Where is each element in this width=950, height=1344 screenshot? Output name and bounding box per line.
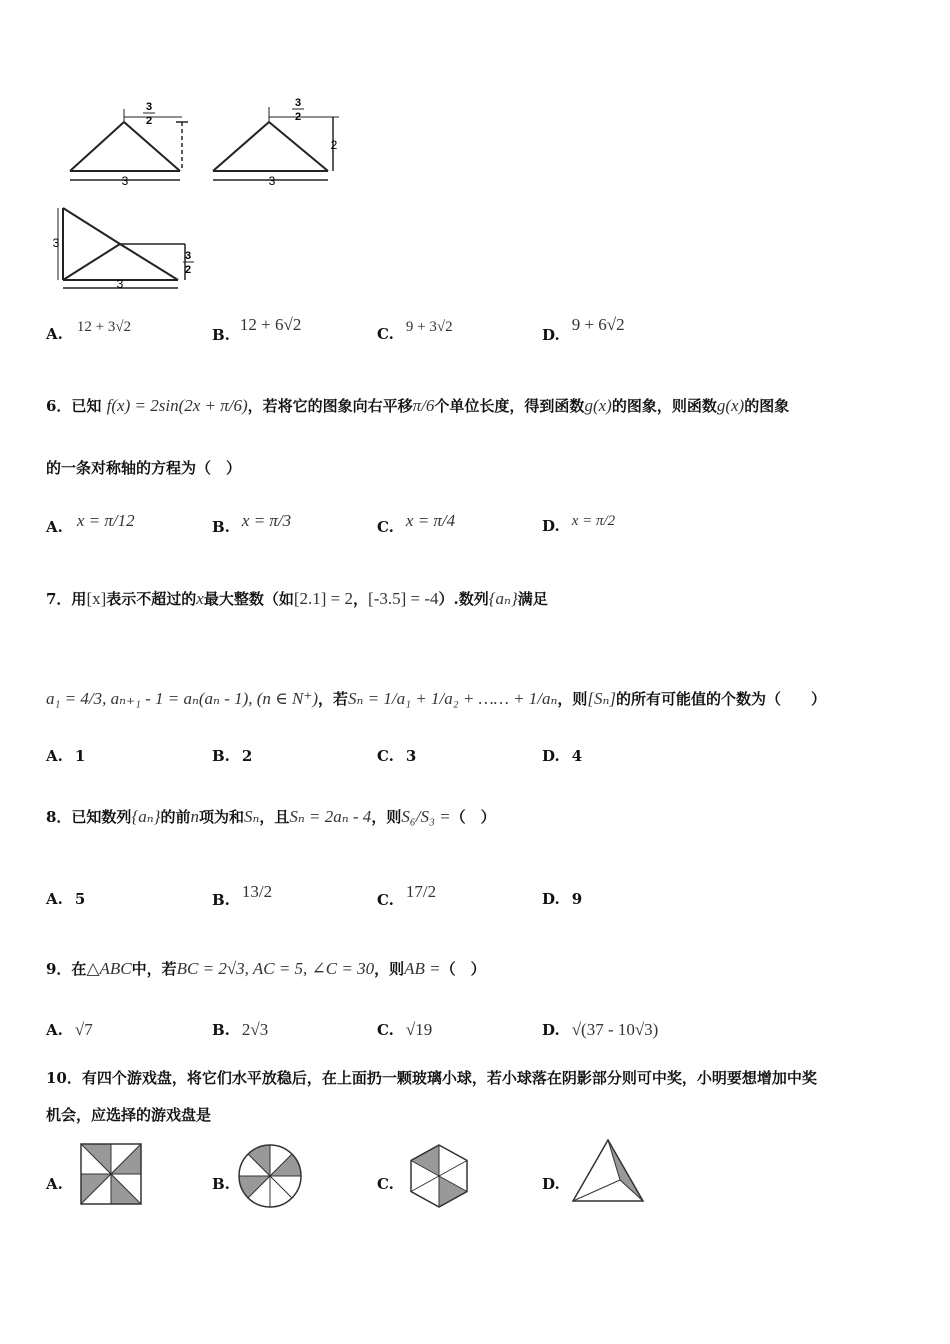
q8-option-d[interactable]: D. 9 [542,890,583,908]
q8-stem: 8．已知数列{aₙ}的前n项为和Sₙ，且Sₙ = 2aₙ - 4，则S₆/S₃ =（ ） [46,807,496,826]
top-view [58,208,185,288]
front-dim-frac-d: 2 [145,115,153,127]
q8-option-b[interactable]: B. 13/2 [212,882,273,909]
option-value: x = π/3 [241,511,292,530]
q6-shift: π/6 [412,396,435,415]
q10-board-b-circle[interactable] [237,1143,303,1209]
q9-option-c[interactable]: C. √19 [377,1020,433,1039]
side-dim-frac-d: 2 [294,111,302,123]
q7-stem-line2: a₁ = 4/3, aₙ₊₁ - 1 = aₙ(aₙ - 1), (n ∈ N⁺)，若Sₙ = 1/a₁ + 1/a₂ + …… + 1/aₙ，则[Sₙ]的所有可能值的个数为（ ） [46,689,827,708]
q10-board-a-square[interactable] [80,1143,142,1205]
q6-stem-line2: 的一条对称轴的方程为（ ） [46,459,242,477]
option-letter: B. [212,326,230,344]
q6-option-a[interactable]: A. x = π/12 [46,511,135,536]
front-dim-width: 3 [121,174,129,188]
q7-option-c[interactable]: C. 3 [377,747,417,765]
q9-given: BC = 2√3, AC = 5, ∠C = 30 [176,959,375,978]
front-dim-frac-n: 3 [145,101,153,113]
q7-option-b[interactable]: B. 2 [212,747,253,765]
q10-option-c[interactable]: C. [377,1175,394,1193]
top-dim-side: 3 [52,236,60,250]
q10-board-c-hexagon[interactable] [408,1143,470,1209]
q7-sum: Sₙ = 1/a₁ + 1/a₂ + …… + 1/aₙ [348,689,558,708]
top-dim-frac-d: 2 [184,264,192,276]
q6-option-d[interactable]: D. x = π/2 [542,513,616,535]
option-letter: C. [377,325,394,343]
q7-option-a[interactable]: A. 1 [46,747,86,765]
q10-stem-line2: 机会，应选择的游戏盘是 [46,1106,212,1124]
side-dim-height: 2 [330,138,338,152]
three-view-figures [50,95,350,295]
q7-option-d[interactable]: D. 4 [542,747,583,765]
q8-ratio: S₆/S₃ = [401,807,451,826]
option-value: 12 + 3√2 [76,319,132,335]
q6-stem-line1: 6．已知 f(x) = 2sin(2x + π/6)，若将它的图象向右平移π/6个单位长度，得到函数g(x)的图象，则函数g(x)的图象 [46,396,790,415]
option-letter: D. [542,326,560,344]
q6-option-b[interactable]: B. x = π/3 [212,511,292,536]
option-value: x = π/2 [571,513,616,529]
q10-option-d[interactable]: D. [542,1175,560,1193]
side-dim-width: 3 [268,174,276,188]
q10-option-a[interactable]: A. [46,1175,63,1193]
option-letter: A. [46,325,63,343]
q6-option-c[interactable]: C. x = π/4 [377,511,456,536]
top-dim-frac-n: 3 [184,250,192,262]
q9-option-a[interactable]: A. √7 [46,1020,93,1039]
side-view [213,107,339,180]
q10-stem-line1: 10．有四个游戏盘，将它们水平放稳后，在上面扔一颗玻璃小球，若小球落在阴影部分则可中奖，小明要想增加中奖 [46,1069,817,1087]
top-dim-width: 3 [116,277,124,291]
q9-stem: 9．在△ABC中，若BC = 2√3, AC = 5, ∠C = 30，则AB =（ ） [46,959,486,978]
q9-option-b[interactable]: B. 2√3 [212,1020,269,1039]
option-value: 9 + 6√2 [571,315,625,334]
q7-stem-line1: 7．用[x]表示不超过的x最大整数（如[2.1] = 2，[-3.5] = -4）.数列{aₙ}满足 [46,589,548,608]
q10-option-b[interactable]: B. [212,1175,230,1193]
q7-condition: a₁ = 4/3, aₙ₊₁ - 1 = aₙ(aₙ - 1), (n ∈ N⁺) [46,689,318,708]
side-dim-frac-n: 3 [294,97,302,109]
front-view [70,109,188,180]
option-value: 12 + 6√2 [239,315,302,334]
option-value: x = π/12 [76,511,135,530]
q5-option-d[interactable] [542,315,625,345]
q6-function: f(x) = 2sin(2x + π/6) [106,396,248,415]
option-value: x = π/4 [405,511,456,530]
q10-board-d-triangle[interactable] [570,1138,646,1204]
q5-option-b[interactable] [212,315,302,345]
q8-option-a[interactable]: A. 5 [46,890,86,908]
q8-option-c[interactable]: C. 17/2 [377,882,437,909]
q5-option-a[interactable] [46,319,132,344]
q5-option-c[interactable] [377,319,453,344]
option-value: 9 + 3√2 [405,319,453,335]
q9-option-d[interactable]: D. √(37 - 10√3) [542,1020,659,1039]
